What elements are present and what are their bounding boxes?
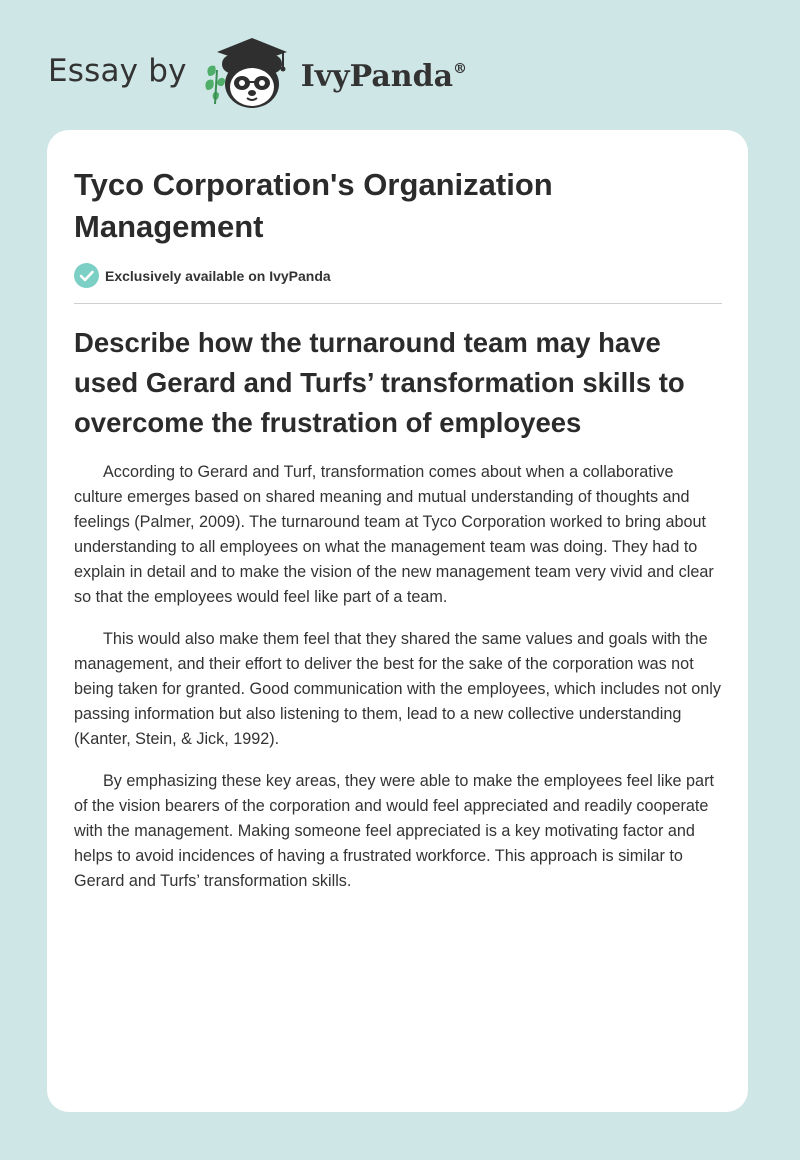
paragraph: This would also make them feel that they shared the same values and goals with the management, and their effort to deliver the best for the sake of the corporation was not being taken for granted. Good communication with the employees, which includes not only passing information but also listening to them, lead to a new collective understanding (Kanter, Stein, & Jick, 1992). [74,630,721,748]
paragraph: By emphasizing these key areas, they were able to make the employees feel like part of the vision bearers of the corporation and would feel appreciated and readily cooperate with the management. Making someone feel appreciated is a key motivating factor and helps to avoid incidences of having a frustrated workforce. This approach is similar to Gerard and Turfs’ transformation skills. [74,772,714,890]
section-heading: Describe how the turnaround team may have used Gerard and Turfs’ transformation skills to overcome the frustration of employees [74,327,685,438]
essay-body [74,460,724,911]
paragraph: According to Gerard and Turf, transformation comes about when a collaborative culture emerges based on shared meaning and mutual understanding of thoughts and feelings (Palmer, 2009). The turnaround team at Tyco Corporation worked to bring about understanding to all employees on what the management team was doing. They had to explain in detail and to make the vision of the new management team very vivid and clear so that the employees would feel like part of a team. [74,463,714,606]
brand-name[interactable]: IvyPanda® [300,58,468,94]
site-header [48,34,467,114]
essay-by-label: Essay by [48,53,187,89]
check-circle-icon [74,263,99,288]
panda-logo-icon[interactable] [203,34,295,114]
divider [74,303,722,304]
page-title: Tyco Corporation's Organization Management [74,167,553,244]
exclusive-badge [74,263,331,288]
exclusive-label: Exclusively available on IvyPanda [105,267,331,284]
essay-card [47,130,748,1112]
registered-mark: ® [453,60,468,77]
